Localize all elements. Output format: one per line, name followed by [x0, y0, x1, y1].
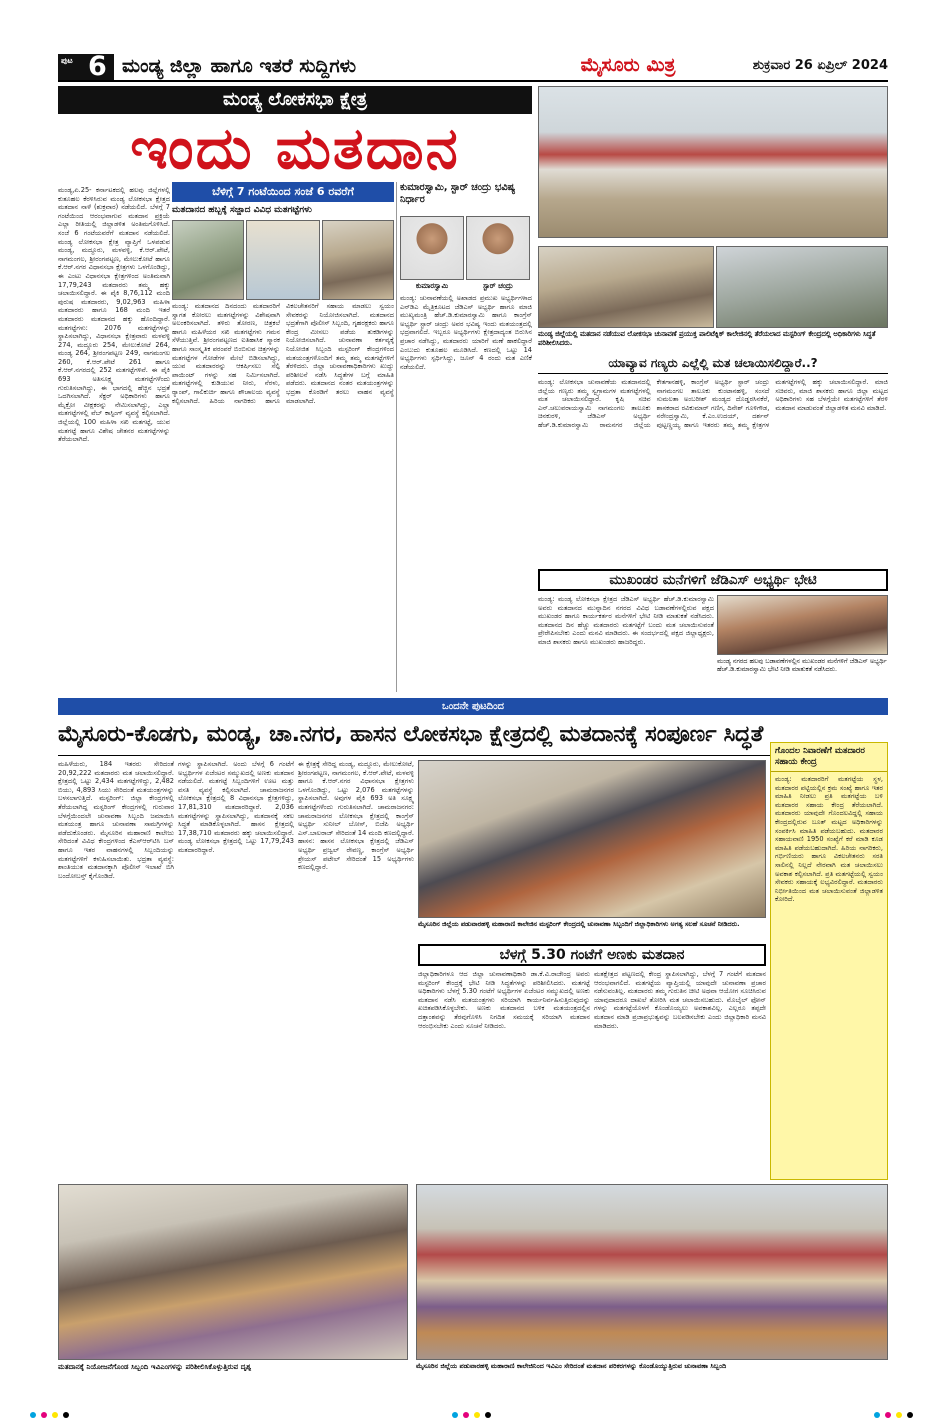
registration-marks-center — [452, 1403, 492, 1411]
lower-column-1: ಮಹಿಳೆಯರು, 184 ಇತರರು ಸೇರಿದಂತೆ 20,92,222 ಮತದಾರರು ಮತ ಚಲಾಯಿಸಲಿದ್ದಾರೆ. ಕ್ಷೇತ್ರದಲ್ಲಿ ಒಟ್ಟು 2,434 ಮತಗಟ್ಟೆಗಳಿದ್ದು, 2,482 ಬಿಯು, 4,893 ಸಿಯು ಸೇರಿದಂತೆ ಮತಯಂತ್ರಗಳನ್ನು ಬಳಸಲಾಗುತ್ತಿದೆ. ಮಸ್ಟರಿಂಗ್: ಜಿಲ್ಲಾ ಕೇಂದ್ರಗಳಲ್ಲಿ ತೆರೆಯಲಾಗಿದ್ದ ಮಸ್ಟರಿಂಗ್ ಕೇಂದ್ರಗಳಲ್ಲಿ ಗುರುವಾರ ಬೆಳಗ್ಗೆಯಿಂದಲೇ ಚುನಾವಣಾ ಸಿಬ್ಬಂದಿ ಜಮಾಯಿಸಿ ಮತಯಂತ್ರ ಹಾಗೂ ಚುನಾವಣಾ ಸಾಮಗ್ರಿಗಳನ್ನು ಪಡೆದುಕೊಂಡರು. ಮೈಸೂರಿನ ಮಹಾರಾಣಿ ಕಾಲೇಜು ಸೇರಿದಂತೆ ವಿವಿಧ ಕೇಂದ್ರಗಳಿಂದ ಕೆಎಸ್‌ಆರ್‌ಟಿಸಿ ಬಸ್ ಹಾಗೂ ಇತರ ವಾಹನಗಳಲ್ಲಿ ಸಿಬ್ಬಂದಿಯನ್ನು ಮತಗಟ್ಟೆಗಳಿಗೆ ಕಳುಹಿಸಲಾಯಿತು. ಭದ್ರತಾ ವ್ಯವಸ್ಥೆ: ಶಾಂತಿಯುತ ಮತದಾನಕ್ಕಾಗಿ ಪೊಲೀಸ್ ಇಲಾಖೆ ಬಿಗಿ ಬಂದೋಬಸ್ತ್ ಕೈಗೊಂಡಿದೆ. — [58, 760, 174, 880]
visit-heading: ಮುಖಂಡರ ಮನೆಗಳಿಗೆ ಜೆಡಿಎಸ್ ಅಭ್ಯರ್ಥಿ ಭೇಟಿ — [609, 572, 817, 588]
page-number-badge — [58, 51, 114, 82]
bottom-photo-right — [416, 1184, 888, 1360]
help-center-heading: ಗೊಂದಲ ನಿವಾರಣೆಗೆ ಮತದಾರರ ಸಹಾಯ ಕೇಂದ್ರ — [771, 743, 887, 772]
visit-photo — [717, 595, 888, 655]
issue-date: ಶುಕ್ರವಾರ 26 ಏಪ್ರಿಲ್ 2024 — [752, 58, 888, 73]
time-banner — [172, 182, 394, 202]
mock-poll-heading-bar — [418, 944, 766, 966]
section-title: ಮಂಡ್ಯ ಜಿಲ್ಲಾ ಹಾಗೂ ಇತರೆ ಸುದ್ದಿಗಳು — [122, 55, 356, 77]
lower-rule — [58, 755, 888, 756]
candidate-name-right: ಸ್ಟಾರ್ ಚಂದ್ರು — [482, 282, 514, 290]
center-photo-caption: ಮೈಸೂರಿನ ಜಿಲ್ಲೆಯ ಪಡುವಾರಹಳ್ಳಿ ಮಹಾರಾಣಿ ಕಾಲೇಜಿನ ಮಸ್ಟರಿಂಗ್ ಕೇಂದ್ರದಲ್ಲಿ ಚುನಾವಣಾ ಸಿಬ್ಬಂದಿಗೆ ಜಿಲ್ಲಾಧಿಕಾರಿಗಳು ಅಗತ್ಯ ಸಲಹೆ ಸೂಚನೆ ನೀಡಿದರು. — [418, 920, 740, 928]
candidates-box — [396, 182, 532, 692]
candidate-photo-left — [400, 216, 464, 280]
candidates-heading: ಕುಮಾರಸ್ವಾಮಿ, ಸ್ಟಾರ್ ಚಂದ್ರು ಭವಿಷ್ಯ ನಿರ್ಧಾರ — [400, 182, 516, 205]
center-photo — [418, 760, 766, 918]
candidate-name-left: ಕುಮಾರಸ್ವಾಮಿ — [415, 282, 449, 290]
photo-officials-1 — [538, 246, 714, 328]
candidate-photo-right — [466, 216, 530, 280]
visit-heading-bar — [538, 569, 888, 591]
help-center-body: ಮಂಡ್ಯ: ಮತದಾರರಿಗೆ ಮತಗಟ್ಟೆಯ ಸ್ಥಳ, ಮತದಾರರ ಪಟ್ಟಿಯಲ್ಲಿನ ಕ್ರಮ ಸಂಖ್ಯೆ ಹಾಗೂ ಇತರ ಮಾಹಿತಿ ನೀಡಲು ಪ್ರತಿ ಮತಗಟ್ಟೆಯ ಬಳಿ ಮತದಾರರ ಸಹಾಯ ಕೇಂದ್ರ ತೆರೆಯಲಾಗಿದೆ. ಮತದಾರರು ಯಾವುದೇ ಗೊಂದಲವಿದ್ದಲ್ಲಿ ಸಹಾಯ ಕೇಂದ್ರದಲ್ಲಿರುವ ಬೂತ್ ಮಟ್ಟದ ಅಧಿಕಾರಿಗಳನ್ನು ಸಂಪರ್ಕಿಸಿ ಮಾಹಿತಿ ಪಡೆಯಬಹುದು. ಮತದಾರರ ಸಹಾಯವಾಣಿ 1950 ಸಂಖ್ಯೆಗೆ ಕರೆ ಮಾಡಿ ಕೂಡ ಮಾಹಿತಿ ಪಡೆಯಬಹುದಾಗಿದೆ. ಹಿರಿಯ ನಾಗರಿಕರು, ಗರ್ಭಿಣಿಯರು ಹಾಗೂ ವಿಕಲಚೇತನರು ಸರತಿ ಸಾಲಿನಲ್ಲಿ ನಿಲ್ಲದೆ ನೇರವಾಗಿ ಮತ ಚಲಾಯಿಸಲು ಅವಕಾಶ ಕಲ್ಪಿಸಲಾಗಿದೆ. ಪ್ರತಿ ಮತಗಟ್ಟೆಯಲ್ಲಿ ಸ್ವಯಂ ಸೇವಕರು ಸಹಾಯಕ್ಕೆ ಲಭ್ಯವಿರಲಿದ್ದಾರೆ. ಮತದಾರರು ನಿರ್ಭೀತಿಯಿಂದ ಮತ ಚಲಾಯಿಸುವಂತೆ ಜಿಲ್ಲಾಡಳಿತ ಕೋರಿದೆ. — [775, 775, 883, 904]
lower-column-2: ಗಳನ್ನು ಸ್ಥಾಪಿಸಲಾಗಿದೆ. ಅಂದು ಬೆಳಗ್ಗೆ 6 ಗಂಟೆಗೆ ಅಭ್ಯರ್ಥಿಗಳ ಏಜೆಂಟರ ಸಮ್ಮುಖದಲ್ಲಿ ಅಣಕು ಮತದಾನ ನಡೆಯಲಿದೆ. ಮತಗಟ್ಟೆ ಸಿಬ್ಬಂದಿಗಳಿಗೆ ಊಟ ಮತ್ತು ವಸತಿ ವ್ಯವಸ್ಥೆ ಕಲ್ಪಿಸಲಾಗಿದೆ. ಚಾಮರಾಜನಗರ ಲೋಕಸಭಾ ಕ್ಷೇತ್ರದಲ್ಲಿ 8 ವಿಧಾನಸಭಾ ಕ್ಷೇತ್ರಗಳಿದ್ದು, 17,81,310 ಮತದಾರರಿದ್ದಾರೆ. 2,036 ಮತಗಟ್ಟೆಗಳನ್ನು ಸ್ಥಾಪಿಸಲಾಗಿದ್ದು, ಮತದಾನಕ್ಕೆ ಸಕಲ ಸಿದ್ಧತೆ ಮಾಡಿಕೊಳ್ಳಲಾಗಿದೆ. ಹಾಸನ ಕ್ಷೇತ್ರದಲ್ಲಿ 17,38,710 ಮತದಾರರು ಹಕ್ಕು ಚಲಾಯಿಸಲಿದ್ದಾರೆ. ಮಂಡ್ಯ ಲೋಕಸಭಾ ಕ್ಷೇತ್ರದಲ್ಲಿ ಒಟ್ಟು 17,79,243 ಮತದಾರರಿದ್ದಾರೆ. — [178, 760, 294, 854]
lower-headline: ಮೈಸೂರು-ಕೊಡಗು, ಮಂಡ್ಯ, ಚಾ.ನಗರ, ಹಾಸನ ಲೋಕಸಭಾ ಕ್ಷೇತ್ರದಲ್ಲಿ ಮತದಾನಕ್ಕೆ ಸಂಪೂರ್ಣ ಸಿದ್ಧತೆ — [58, 722, 763, 747]
booth-photo-3 — [322, 220, 394, 300]
masthead — [58, 52, 888, 82]
photo-officials-2 — [716, 246, 888, 328]
lead-headline: ಇಂದು ಮತದಾನ — [130, 114, 460, 182]
bottom-caption-right: ಮೈಸೂರಿನ ಜಿಲ್ಲೆಯ ಪಡುವಾರಹಳ್ಳಿ ಮಹಾರಾಣಿ ಕಾಲೇಜಿನಿಂದ ಇವಿಎಂ ಸೇರಿದಂತೆ ಮತದಾನ ಪರಿಕರಗಳನ್ನು ಕೊಂಡೊಯ್ಯುತ್ತಿರುವ ಚುನಾವಣಾ ಸಿಬ್ಬಂದಿ — [416, 1362, 727, 1370]
mock-poll-column-2: ಮತಕ್ಷೇತ್ರದ ಪಟ್ಟಣದಲ್ಲಿ ಕೇಂದ್ರ ಸ್ಥಾಪಿಸಲಾಗಿದ್ದು, ಬೆಳಗ್ಗೆ 7 ಗಂಟೆಗೆ ಮತದಾನ ಆರಂಭವಾಗಲಿದೆ. ಮತಗಟ್ಟೆಯ ವ್ಯಾಪ್ತಿಯಲ್ಲಿ ಯಾವುದೇ ಚುನಾವಣಾ ಪ್ರಚಾರ ನಡೆಸುವಂತಿಲ್ಲ. ಮತದಾರರು ತಮ್ಮ ಗುರುತಿನ ಚೀಟಿ ಅಥವಾ ಆಯೋಗ ಸೂಚಿಸಿರುವ ಯಾವುದಾದರೂ ದಾಖಲೆ ತೋರಿಸಿ ಮತ ಚಲಾಯಿಸಬಹುದು. ಮೊಬೈಲ್ ಫೋನ್ ಗಳನ್ನು ಮತಗಟ್ಟೆಯೊಳಗೆ ಕೊಂಡೊಯ್ಯಲು ಅವಕಾಶವಿಲ್ಲ. ಎಲ್ಲರೂ ತಪ್ಪದೇ ಮತದಾನ ಮಾಡಿ ಪ್ರಜಾಪ್ರಭುತ್ವವನ್ನು ಬಲಪಡಿಸಬೇಕು ಎಂದು ಜಿಲ್ಲಾಧಿಕಾರಿ ಮನವಿ ಮಾಡಿದರು. — [594, 970, 766, 1030]
visit-body: ಮಂಡ್ಯ: ಮಂಡ್ಯ ಲೋಕಸಭಾ ಕ್ಷೇತ್ರದ ಜೆಡಿಎಸ್ ಅಭ್ಯರ್ಥಿ ಹೆಚ್.ಡಿ.ಕುಮಾರಸ್ವಾಮಿ ಅವರು ಮತದಾನದ ಮುನ್ನಾದಿನ ನಗರದ ವಿವಿಧ ಬಡಾವಣೆಗಳಲ್ಲಿರುವ ಪಕ್ಷದ ಮುಖಂಡರ ಹಾಗೂ ಕಾರ್ಯಕರ್ತರ ಮನೆಗಳಿಗೆ ಭೇಟಿ ನೀಡಿ ಮಾತುಕತೆ ನಡೆಸಿದರು. ಮತದಾನದ ದಿನ ಹೆಚ್ಚು ಮತದಾರರು ಮತಗಟ್ಟೆಗೆ ಬಂದು ಮತ ಚಲಾಯಿಸುವಂತೆ ಪ್ರೇರೇಪಿಸಬೇಕು ಎಂದು ಮನವಿ ಮಾಡಿದರು. ಈ ಸಂದರ್ಭದಲ್ಲಿ ಪಕ್ಷದ ಜಿಲ್ಲಾಧ್ಯಕ್ಷರು, ಮಾಜಿ ಶಾಸಕರು ಹಾಗೂ ಮುಖಂಡರು ಹಾಜರಿದ್ದರು. — [538, 595, 714, 646]
who-where-heading: ಯಾವ್ಯಾವ ಗಣ್ಯರು ಎಲ್ಲೆಲ್ಲಿ ಮತ ಚಲಾಯಿಸಲಿದ್ದಾರೆ..? — [538, 356, 888, 374]
registration-marks-right — [874, 1403, 914, 1411]
bottom-photo-left — [58, 1184, 408, 1360]
lead-column-1: ಮಂಡ್ಯ,ಏ.25- ಕರ್ನಾಟಕದಲ್ಲಿ ಹಲವು ಜಿಲ್ಲೆಗಳಲ್ಲಿ ಕುತೂಹಲ ಕೆರಳಿಸಿರುವ ಮಂಡ್ಯ ಲೋಕಸಭಾ ಕ್ಷೇತ್ರದ ಮತದಾನ ನಾಳೆ (ಶುಕ್ರವಾರ) ನಡೆಯಲಿದೆ. ಬೆಳಗ್ಗೆ 7 ಗಂಟೆಯಿಂದ ಆರಂಭವಾಗುವ ಮತದಾನ ಪ್ರಕ್ರಿಯೆ ಎಲ್ಲಾ ರೀತಿಯಲ್ಲಿ ಜಿಲ್ಲಾಡಳಿತ ಅಂತಿಮಗೊಳಿಸಿದೆ. ಸಂಜೆ 6 ಗಂಟೆಯವರೆಗೆ ಮತದಾನ ನಡೆಯಲಿದೆ. ಮಂಡ್ಯ ಲೋಕಸಭಾ ಕ್ಷೇತ್ರ ವ್ಯಾಪ್ತಿಗೆ ಒಳಪಡುವ ಮಂಡ್ಯ, ಮದ್ದೂರು, ಮಳವಳ್ಳಿ, ಕೆ.ಆರ್.ಪೇಟೆ, ನಾಗಮಂಗಲ, ಶ್ರೀರಂಗಪಟ್ಟಣ, ಮೇಲುಕೋಟೆ ಹಾಗೂ ಕೆ.ಆರ್.ನಗರ ವಿಧಾನಸಭಾ ಕ್ಷೇತ್ರಗಳು ಒಳಗೊಂಡಿದ್ದು, ಈ ಎಂಟು ವಿಧಾನಸಭಾ ಕ್ಷೇತ್ರಗಳಿಂದ ಅಂತಿಮವಾಗಿ 17,79,243 ಮತದಾರರು ತಮ್ಮ ಹಕ್ಕು ಚಲಾಯಿಸಲಿದ್ದಾರೆ. ಈ ಪೈಕಿ 8,76,112 ಮಂದಿ ಪುರುಷ ಮತದಾರರು, 9,02,963 ಮಹಿಳಾ ಮತದಾರರು ಹಾಗೂ 168 ಮಂದಿ ಇತರೆ ಮತದಾರರು ಮತದಾನದ ಹಕ್ಕು ಹೊಂದಿದ್ದಾರೆ. ಮತಗಟ್ಟೆಗಳು: 2076 ಮತಗಟ್ಟೆಗಳನ್ನು ಸ್ಥಾಪಿಸಲಾಗಿದ್ದು, ವಿಧಾನಸಭಾ ಕ್ಷೇತ್ರವಾರು ಮಳವಳ್ಳಿ 274, ಮದ್ದೂರು 254, ಮೇಲುಕೋಟೆ 264, ಮಂಡ್ಯ 264, ಶ್ರೀರಂಗಪಟ್ಟಣ 249, ನಾಗಮಂಗಲ 260, ಕೆ.ಆರ್.ಪೇಟೆ 261 ಹಾಗೂ ಕೆ.ಆರ್.ನಗರದಲ್ಲಿ 252 ಮತಗಟ್ಟೆಗಳಿವೆ. ಈ ಪೈಕಿ 693 ಅತಿಸೂಕ್ಷ್ಮ ಮತಗಟ್ಟೆಗಳೆಂದು ಗುರುತಿಸಲಾಗಿದ್ದು, ಈ ಭಾಗದಲ್ಲಿ ಹೆಚ್ಚಿನ ಭದ್ರತೆ ಒದಗಿಸಲಾಗಿದೆ. ಸೆಕ್ಟರ್ ಅಧಿಕಾರಿಗಳು ಹಾಗೂ ಮೈಕ್ರೋ ವೀಕ್ಷಕರನ್ನು ನೇಮಿಸಲಾಗಿದ್ದು, ಎಲ್ಲಾ ಮತಗಟ್ಟೆಗಳಲ್ಲಿ ವೆಬ್ ಕಾಸ್ಟಿಂಗ್ ವ್ಯವಸ್ಥೆ ಕಲ್ಪಿಸಲಾಗಿದೆ. ಜಿಲ್ಲೆಯಲ್ಲಿ 100 ಮಹಿಳಾ ಸಖಿ ಮತಗಟ್ಟೆ, ಯುವ ಮತಗಟ್ಟೆ ಹಾಗೂ ವಿಶೇಷ ಚೇತನರ ಮತಗಟ್ಟೆಗಳನ್ನು ತೆರೆಯಲಾಗಿದೆ. — [58, 186, 170, 444]
booth-photos — [172, 220, 394, 300]
candidates-body: ಮಂಡ್ಯ: ಚುನಾವಣೆಯಲ್ಲಿ ಅಖಾಡದ ಪ್ರಮುಖ ಅಭ್ಯರ್ಥಿಗಳಾದ ಎನ್‌ಡಿಎ ಮೈತ್ರಿಕೂಟದ ಜೆಡಿಎಸ್ ಅಭ್ಯರ್ಥಿ ಹಾಗೂ ಮಾಜಿ ಮುಖ್ಯಮಂತ್ರಿ ಹೆಚ್.ಡಿ.ಕುಮಾರಸ್ವಾಮಿ ಹಾಗೂ ಕಾಂಗ್ರೆಸ್ ಅಭ್ಯರ್ಥಿ ಸ್ಟಾರ್ ಚಂದ್ರು ಅವರ ಭವಿಷ್ಯ ಇಂದು ಮತಯಂತ್ರದಲ್ಲಿ ಭದ್ರವಾಗಲಿದೆ. ಇಬ್ಬರೂ ಅಭ್ಯರ್ಥಿಗಳು ಕ್ಷೇತ್ರದಾದ್ಯಂತ ಬಿರುಸಿನ ಪ್ರಚಾರ ನಡೆಸಿದ್ದು, ಮತದಾರರು ಯಾರಿಗೆ ಮಣೆ ಹಾಕಲಿದ್ದಾರೆ ಎಂಬುದು ಕುತೂಹಲ ಮೂಡಿಸಿದೆ. ಕಣದಲ್ಲಿ ಒಟ್ಟು 14 ಅಭ್ಯರ್ಥಿಗಳು ಸ್ಪರ್ಧಿಸಿದ್ದು, ಜೂನ್ 4 ರಂದು ಮತ ಎಣಿಕೆ ನಡೆಯಲಿದೆ. — [400, 294, 532, 371]
mock-poll-heading: ಬೆಳಗ್ಗೆ 5.30 ಗಂಟೆಗೆ ಅಣಕು ಮತದಾನ — [499, 947, 685, 963]
who-where-body: ಮಂಡ್ಯ: ಲೋಕಸಭಾ ಚುನಾವಣೆಯ ಮತದಾನದಲ್ಲಿ ಜಿಲ್ಲೆಯ ಗಣ್ಯರು ತಮ್ಮ ಸ್ವಗ್ರಾಮಗಳ ಮತಗಟ್ಟೆಗಳಲ್ಲಿ ಮತ ಚಲಾಯಿಸಲಿದ್ದಾರೆ. ಕೃಷಿ ಸಚಿವ ಎನ್.ಚಲುವರಾಯಸ್ವಾಮಿ ನಾಗಮಂಗಲ ತಾಲೂಕು ಚಿನಕುರಳಿ, ಜೆಡಿಎಸ್ ಅಭ್ಯರ್ಥಿ ಹೆಚ್.ಡಿ.ಕುಮಾರಸ್ವಾಮಿ ರಾಮನಗರ ಜಿಲ್ಲೆಯ ಕೇತಗಾನಹಳ್ಳಿ, ಕಾಂಗ್ರೆಸ್ ಅಭ್ಯರ್ಥಿ ಸ್ಟಾರ್ ಚಂದ್ರು ನಾಗಮಂಗಲ ತಾಲೂಕು ಕುಂಟಾನಹಳ್ಳಿ, ಸಂಸದೆ ಸುಮಲತಾ ಅಂಬರೀಶ್ ಮಂಡ್ಯದ ದೊಡ್ಡರಸಿನಕೆರೆ, ಶಾಸಕರಾದ ರವಿಕುಮಾರ್ ಗಣಿಗ, ದಿನೇಶ್ ಗೂಳಿಗೌಡ, ನರೇಂದ್ರಸ್ವಾಮಿ, ಕೆ.ಎಂ.ಉದಯ್, ದರ್ಶನ್ ಪುಟ್ಟಣ್ಣಯ್ಯ ಹಾಗೂ ಇತರರು ತಮ್ಮ ತಮ್ಮ ಕ್ಷೇತ್ರಗಳ ಮತಗಟ್ಟೆಗಳಲ್ಲಿ ಹಕ್ಕು ಚಲಾಯಿಸಲಿದ್ದಾರೆ. ಮಾಜಿ ಸಚಿವರು, ಮಾಜಿ ಶಾಸಕರು ಹಾಗೂ ಜಿಲ್ಲಾ ಮಟ್ಟದ ಅಧಿಕಾರಿಗಳು ಸಹ ಬೆಳಗ್ಗೆಯೇ ಮತಗಟ್ಟೆಗಳಿಗೆ ತೆರಳಿ ಮತದಾನ ಮಾಡುವಂತೆ ಜಿಲ್ಲಾಡಳಿತ ಮನವಿ ಮಾಡಿದೆ. — [538, 378, 888, 429]
registration-marks-left — [30, 1403, 70, 1411]
help-center-sidebar — [770, 742, 888, 1180]
mock-poll-column-1: ಜಿಲ್ಲಾಧಿಕಾರಿಗಳೂ ಆದ ಜಿಲ್ಲಾ ಚುನಾವಣಾಧಿಕಾರಿ ಡಾ.ಕೆ.ವಿ.ರಾಜೇಂದ್ರ ಅವರು ಮಸ್ಟರಿಂಗ್ ಕೇಂದ್ರಕ್ಕೆ ಭೇಟಿ ನೀಡಿ ಸಿದ್ಧತೆಗಳನ್ನು ಪರಿಶೀಲಿಸಿದರು. ಮತಗಟ್ಟೆ ಅಧಿಕಾರಿಗಳು ಬೆಳಗ್ಗೆ 5.30 ಗಂಟೆಗೆ ಅಭ್ಯರ್ಥಿಗಳ ಏಜೆಂಟರ ಸಮ್ಮುಖದಲ್ಲಿ ಅಣಕು ಮತದಾನ ನಡೆಸಿ ಮತಯಂತ್ರಗಳು ಸರಿಯಾಗಿ ಕಾರ್ಯನಿರ್ವಹಿಸುತ್ತಿರುವುದನ್ನು ಖಚಿತಪಡಿಸಿಕೊಳ್ಳಬೇಕು. ಅಣಕು ಮತದಾನದ ಬಳಿಕ ಮತಯಂತ್ರದಲ್ಲಿನ ದತ್ತಾಂಶವನ್ನು ತೆರವುಗೊಳಿಸಿ ನಿಗದಿತ ಸಮಯಕ್ಕೆ ಸರಿಯಾಗಿ ಮತದಾನ ಆರಂಭಿಸಬೇಕು ಎಂದು ಸೂಚನೆ ನೀಡಿದರು. — [418, 970, 590, 1030]
lower-column-3: ಈ ಕ್ಷೇತ್ರಕ್ಕೆ ಸೇರಿದ್ದ ಮಂಡ್ಯ, ಮದ್ದೂರು, ಮೇಲುಕೋಟೆ, ಶ್ರೀರಂಗಪಟ್ಟಣ, ನಾಗಮಂಗಲ, ಕೆ.ಆರ್.ಪೇಟೆ, ಮಳವಳ್ಳಿ ಹಾಗೂ ಕೆ.ಆರ್.ನಗರ ವಿಧಾನಸಭಾ ಕ್ಷೇತ್ರಗಳು ಒಳಗೊಂಡಿದ್ದು, ಒಟ್ಟು 2,076 ಮತಗಟ್ಟೆಗಳನ್ನು ಸ್ಥಾಪಿಸಲಾಗಿದೆ. ಅವುಗಳ ಪೈಕಿ 693 ಅತಿ ಸೂಕ್ಷ್ಮ ಮತಗಟ್ಟೆಗಳೆಂದು ಗುರುತಿಸಲಾಗಿದೆ. ಚಾಮರಾಜನಗರ: ಚಾಮರಾಜನಗರ ಲೋಕಸಭಾ ಕ್ಷೇತ್ರದಲ್ಲಿ ಕಾಂಗ್ರೆಸ್ ಅಭ್ಯರ್ಥಿ ಸುನೀಲ್ ಬೋಸ್, ಬಿಜೆಪಿ ಅಭ್ಯರ್ಥಿ ಎಸ್.ಬಾಲರಾಜ್ ಸೇರಿದಂತೆ 14 ಮಂದಿ ಕಣದಲ್ಲಿದ್ದಾರೆ. ಹಾಸನ: ಹಾಸನ ಲೋಕಸಭಾ ಕ್ಷೇತ್ರದಲ್ಲಿ ಜೆಡಿಎಸ್ ಅಭ್ಯರ್ಥಿ ಪ್ರಜ್ವಲ್ ರೇವಣ್ಣ, ಕಾಂಗ್ರೆಸ್ ಅಭ್ಯರ್ಥಿ ಶ್ರೇಯಸ್ ಪಟೇಲ್ ಸೇರಿದಂತೆ 15 ಅಭ್ಯರ್ಥಿಗಳು ಕಣದಲ್ಲಿದ್ದಾರೆ. — [298, 760, 414, 872]
booth-photo-1 — [172, 220, 244, 300]
officials-caption: ಮಂಡ್ಯ ಜಿಲ್ಲೆಯಲ್ಲಿ ಮತದಾನ ನಡೆಯುವ ಲೋಕಸಭಾ ಚುನಾವಣೆ ಪ್ರಯುಕ್ತ ಪಾಲಿಟೆಕ್ನಿಕ್ ಕಾಲೇಜಿನಲ್ಲಿ ತೆರೆಯಲಾದ ಮಸ್ಟರಿಂಗ್ ಕೇಂದ್ರದಲ್ಲಿ ಅಧಿಕಾರಿಗಳು ಸಿದ್ಧತೆ ಪರಿಶೀಲಿಸಿದರು. — [538, 330, 876, 347]
page-label: ಪುಟ — [61, 56, 73, 65]
page-number: 6 — [88, 51, 107, 82]
time-banner-text: ಬೆಳಿಗ್ಗೆ 7 ಗಂಟೆಯಿಂದ ಸಂಜೆ 6 ರವರೆಗೆ — [212, 185, 354, 198]
visit-caption: ಮಂಡ್ಯ ನಗರದ ಹಲವು ಬಡಾವಣೆಗಳಲ್ಲಿನ ಮುಖಂಡರ ಮನೆಗಳಿಗೆ ಜೆಡಿಎಸ್ ಅಭ್ಯರ್ಥಿ ಹೆಚ್.ಡಿ.ಕುಮಾರಸ್ವಾಮಿ ಭೇಟಿ ನೀಡಿ ಮಾತುಕತೆ ನಡೆಸಿದರು. — [717, 657, 887, 674]
booth-photo-2 — [246, 220, 320, 300]
booth-caption: ಮತದಾನದ ಹಬ್ಬಕ್ಕೆ ಸಜ್ಜಾದ ವಿವಿಧ ಮತಗಟ್ಟೆಗಳು — [172, 205, 312, 215]
lead-column-2: ಮಂಡ್ಯ: ಮತದಾನದ ದಿನದಂದು ಮತದಾರರಿಗೆ ಸ್ವಾಗತ ಕೋರಲು ಮತಗಟ್ಟೆಗಳನ್ನು ವಿಶೇಷವಾಗಿ ಅಲಂಕರಿಸಲಾಗಿದೆ. ತಳಿರು ತೋರಣ, ಚಿತ್ರಕಲೆ ಹಾಗೂ ಮಹಿಳೆಯರ ಸಖಿ ಮತಗಟ್ಟೆಗಳು ಗಮನ ಸೆಳೆಯುತ್ತಿವೆ. ಶ್ರೀರಂಗಪಟ್ಟಣದ ಐತಿಹಾಸಿಕ ಸ್ಮಾರಕ ಹಾಗೂ ಸಾಂಸ್ಕೃತಿಕ ಪರಂಪರೆ ಬಿಂಬಿಸುವ ಚಿತ್ರಗಳನ್ನು ಮತಗಟ್ಟೆಗಳ ಗೋಡೆಗಳ ಮೇಲೆ ಬಿಡಿಸಲಾಗಿದ್ದು, ಯುವ ಮತದಾರರನ್ನು ಆಕರ್ಷಿಸಲು ಸೆಲ್ಫಿ ಪಾಯಿಂಟ್ ಗಳನ್ನು ಸಹ ನಿರ್ಮಿಸಲಾಗಿದೆ. ಮತಗಟ್ಟೆಗಳಲ್ಲಿ ಕುಡಿಯುವ ನೀರು, ನೆರಳು, ರ‍್ಯಾಂಪ್, ಗಾಲಿಕುರ್ಚಿ ಹಾಗೂ ಶೌಚಾಲಯ ವ್ಯವಸ್ಥೆ ಕಲ್ಪಿಸಲಾಗಿದೆ. ಹಿರಿಯ ನಾಗರಿಕರು ಹಾಗೂ ವಿಕಲಚೇತನರಿಗೆ ಸಹಾಯ ಮಾಡಲು ಸ್ವಯಂ ಸೇವಕರನ್ನು ನಿಯೋಜಿಸಲಾಗಿದೆ. ಮತದಾನದ ಭದ್ರತೆಗಾಗಿ ಪೊಲೀಸ್ ಸಿಬ್ಬಂದಿ, ಗೃಹರಕ್ಷಕರು ಹಾಗೂ ಕೇಂದ್ರ ಮೀಸಲು ಪಡೆಯ ತುಕಡಿಗಳನ್ನು ನಿಯೋಜಿಸಲಾಗಿದೆ. ಚುನಾವಣಾ ಕರ್ತವ್ಯಕ್ಕೆ ನಿಯೋಜಿತ ಸಿಬ್ಬಂದಿ ಮಸ್ಟರಿಂಗ್ ಕೇಂದ್ರಗಳಿಂದ ಮತಯಂತ್ರಗಳೊಂದಿಗೆ ತಮ್ಮ ತಮ್ಮ ಮತಗಟ್ಟೆಗಳಿಗೆ ತೆರಳಿದರು. ಜಿಲ್ಲಾ ಚುನಾವಣಾಧಿಕಾರಿಗಳು ಖುದ್ದು ಪರಿಶೀಲನೆ ನಡೆಸಿ ಸಿದ್ಧತೆಗಳ ಬಗ್ಗೆ ಮಾಹಿತಿ ಪಡೆದರು. ಮತದಾನದ ನಂತರ ಮತಯಂತ್ರಗಳನ್ನು ಭದ್ರತಾ ಕೊಠಡಿಗೆ ತರಲು ವಾಹನ ವ್ಯವಸ್ಥೆ ಮಾಡಲಾಗಿದೆ. — [172, 302, 394, 405]
continued-bar — [58, 698, 888, 715]
lead-kicker-bar — [58, 86, 532, 114]
photo-buses-top — [538, 86, 888, 238]
bottom-caption-left: ಮತದಾನಕ್ಕೆ ನಿಯೋಜನೆಗೊಂಡ ಸಿಬ್ಬಂದಿ ಇವಿಎಂಗಳನ್ನು ಪರಿಶೀಲಿಸಿಕೊಳ್ಳುತ್ತಿರುವ ದೃಶ್ಯ — [58, 1362, 252, 1371]
continued-label: ಒಂದನೇ ಪುಟದಿಂದ — [442, 701, 504, 712]
paper-name: ಮೈಸೂರು ಮಿತ್ರ — [580, 54, 676, 76]
lead-kicker: ಮಂಡ್ಯ ಲೋಕಸಭಾ ಕ್ಷೇತ್ರ — [222, 89, 368, 110]
